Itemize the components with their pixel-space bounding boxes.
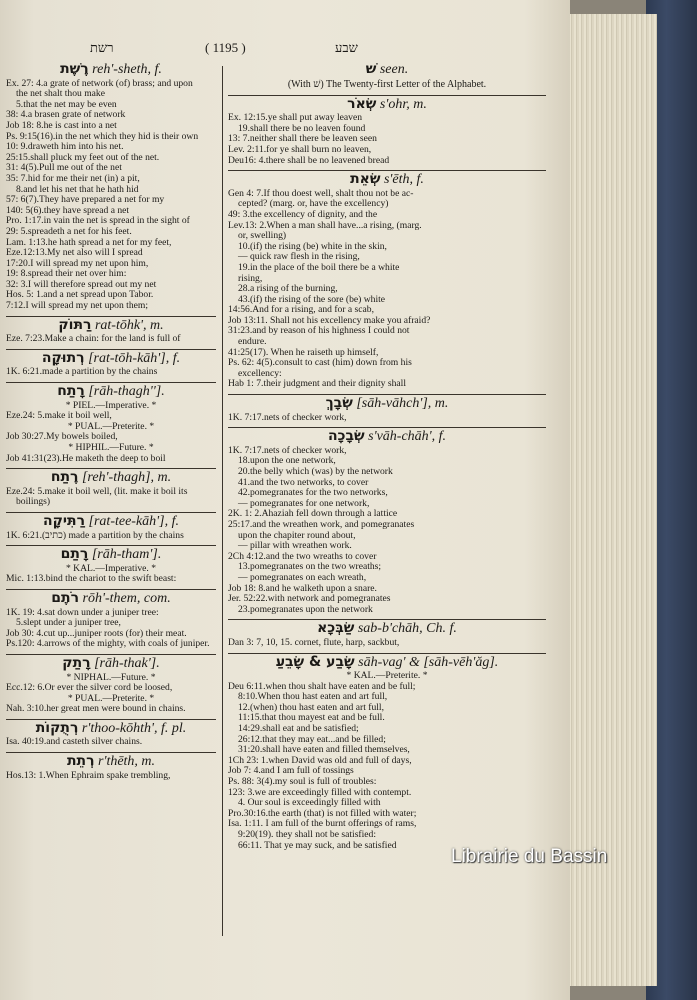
column-rule	[222, 66, 223, 936]
citation-line: Job 30: 4.cut up...juniper roots (for) their meat.	[6, 628, 187, 639]
citation-line: Lam. 1:13.he hath spread a net for my feet,	[6, 237, 172, 248]
transliteration: [reh'-thagh], m.	[81, 470, 172, 486]
citation-line: 2Ch 4:12.and the two wreaths to cover	[228, 551, 377, 562]
hebrew-headword: שְׂבָכָה	[327, 428, 365, 445]
citation-line: 8.and let his net that he hath hid	[16, 184, 139, 195]
entry-separator	[6, 545, 216, 546]
entry-separator	[6, 589, 216, 590]
hebrew-headword: שְׂבָךְ	[325, 395, 353, 412]
citation-line: 9:20(19). they shall not be satisfied:	[238, 830, 377, 840]
hebrew-headword: שָׂבַע & שָׂבֵעַ	[275, 653, 355, 670]
hebrew-headword: רַתּוֹק	[58, 316, 92, 333]
entry-headword	[6, 383, 216, 400]
transliteration: seen.	[379, 62, 409, 77]
watermark: Librairie du Bassin	[451, 846, 608, 867]
citation-line: Pro.30:16.the earth (that) is not filled with water;	[228, 808, 417, 819]
citation-line: 8:10.When thou hast eaten and art full,	[238, 692, 388, 703]
citation-line: — pomegranates for one network,	[238, 498, 370, 509]
entry-headword	[228, 61, 546, 77]
transliteration: rat-tōhk', m.	[94, 317, 164, 333]
running-head-right: שבע	[335, 40, 358, 55]
citation-line: 35: 7.hid for me their net (in) a pit,	[6, 173, 140, 184]
citation-line: Ps. 88: 3(4).my soul is full of troubles:	[228, 777, 377, 788]
citation-line: Job 18: 8.he is cast into a net	[6, 120, 117, 131]
entry-separator	[6, 752, 216, 753]
citation-line: 1Ch 23: 1.when David was old and full of days,	[228, 755, 412, 766]
entry-headword	[6, 719, 216, 736]
citation-line: 29: 5.spreadeth a net for his feet.	[6, 226, 132, 237]
transliteration: r'thēth, m.	[98, 754, 156, 770]
entry-headword	[228, 653, 546, 670]
citation-line: 11:15.that thou mayest eat and be full.	[238, 713, 385, 724]
entry-headword	[6, 589, 216, 606]
citation-line: Jer. 52:22.with network and pomegranates	[228, 594, 391, 605]
transliteration: [rat-tōh-kāh'], f.	[88, 350, 181, 366]
citation-line: Job 7: 4.and I am full of tossings	[228, 766, 354, 777]
entry-headword	[6, 546, 216, 563]
citation-line: 1K. 19: 4.sat down under a juniper tree:	[6, 607, 159, 618]
entry-headword	[228, 95, 546, 112]
grammar-label: * PUAL.—Preterite. *	[67, 420, 155, 432]
citation-line: 18.upon the one network,	[238, 456, 336, 467]
entry-headword	[6, 469, 216, 486]
citation-line: Eze.24: 5.make it boil well,	[6, 411, 112, 422]
transliteration: sab-b'chāh, Ch. f.	[357, 621, 457, 637]
citation-line: Deu16: 4.there shall be no leavened bread	[228, 155, 390, 166]
hebrew-headword: רֶשֶׁת	[60, 61, 89, 77]
citation-line: — pillar with wreathen work.	[238, 541, 352, 552]
citation-line: Nah. 3:10.her great men were bound in chains.	[6, 704, 186, 715]
citation-line: 1K. 6:21.(כתיב) made a partition by the chains	[6, 530, 184, 541]
citation-line: Deu 6:11.when thou shalt have eaten and be full;	[228, 681, 416, 692]
transliteration: [rāh-tham'].	[91, 547, 162, 563]
transliteration: [sāh-vāhch'], m.	[356, 396, 449, 412]
citation-line: 7:12.I will spread my net upon them;	[6, 301, 149, 312]
citation-line: upon the chapiter round about,	[238, 530, 356, 541]
grammar-label: * HIPHIL.—Future. *	[68, 442, 154, 453]
citation-line: — pomegranates on each wreath,	[238, 572, 367, 583]
citation-line: 10.(if) the rising (be) white in the skin,	[238, 241, 387, 252]
right-column	[228, 62, 546, 851]
citation-line: Gen 4: 7.If thou doest well, shalt thou not be ac-	[228, 188, 414, 199]
citation-line: 41:25(17). When he raiseth up himself,	[228, 347, 379, 358]
grammar-label: * KAL.—Imperative. *	[65, 562, 157, 574]
citation-line: Eze. 7:23.Make a chain: for the land is full of	[6, 334, 181, 345]
entry-separator	[6, 316, 216, 317]
citation-line: 19: 8.spread their net over him:	[6, 269, 127, 280]
transliteration: rōh'-them, com.	[82, 590, 171, 606]
citation-line: Hos.13: 1.When Ephraim spake trembling,	[6, 770, 171, 781]
citation-line: 26:12.that they may eat...and be filled;	[238, 734, 386, 745]
citation-line: 12.(when) thou hast eaten and art full,	[238, 702, 384, 713]
transliteration: s'vāh-chāh', f.	[368, 429, 447, 445]
hebrew-headword: שַׂבְּכָא	[317, 620, 355, 637]
entry-separator	[6, 654, 216, 655]
transliteration: r'thoo-kōhth', f. pl.	[81, 720, 187, 736]
running-head-left: רשת	[90, 40, 114, 55]
citation-line: 38: 4.a brasen grate of network	[6, 110, 126, 121]
citation-line: 31:23.and by reason of his highness I could not	[228, 326, 410, 337]
citation-line: 1K. 7:17.nets of checker work,	[228, 412, 347, 423]
citation-line: Isa. 1:11. I am full of the burnt offerings of rams,	[228, 819, 417, 830]
citation-line: 2K. 1: 2.Ahaziah fell down through a lattice	[228, 509, 398, 520]
grammar-label: * PUAL.—Preterite. *	[67, 692, 155, 704]
citation-line: 17:20.I will spread my net upon him,	[6, 258, 149, 269]
citation-line: Eze.12:13.My net also will I spread	[6, 248, 143, 259]
entry-separator	[228, 170, 546, 171]
citation-line: Mic. 1:13.bind the chariot to the swift beast:	[6, 574, 177, 585]
citation-line: Job 30:27.My bowels boiled,	[6, 432, 118, 443]
citation-line: 25:15.shall pluck my feet out of the net.	[6, 152, 160, 163]
hebrew-headword: שׁ	[365, 61, 377, 77]
citation-line: 49: 3.the excellency of dignity, and the	[228, 209, 378, 220]
citation-line: 25:17.and the wreathen work, and pomegranates	[228, 519, 415, 530]
citation-line: or, swelling)	[238, 231, 287, 242]
citation-line: 1K. 6:21.made a partition by the chains	[6, 367, 158, 378]
transliteration: reh'-sheth, f.	[92, 62, 162, 77]
citation-line: 13.pomegranates on the two wreaths;	[238, 562, 382, 573]
citation-line: cepted? (marg. or, have the excellency)	[238, 199, 389, 210]
citation-line: 19.in the place of the boil there be a white	[238, 262, 400, 273]
citation-line: Job 18: 8.and he walketh upon a snare.	[228, 583, 377, 594]
citation-line: 13: 7.neither shall there be leaven seen	[228, 134, 377, 145]
citation-line: 57: 6(7).They have prepared a net for my	[6, 195, 165, 206]
citation-line: 66:11. That ye may suck, and be satisfied	[238, 840, 397, 851]
transliteration: [rāh-thagh''].	[88, 384, 165, 400]
citation-line: Lev. 2:11.for ye shall burn no leaven,	[228, 144, 372, 155]
hebrew-headword: רֶתַח	[50, 469, 79, 486]
citation-line: 123: 3.we are exceedingly filled with contempt.	[228, 787, 412, 798]
citation-line: Ex. 12:15.ye shall put away leaven	[228, 113, 363, 124]
citation-line: 140: 5(6).they have spread a net	[6, 205, 130, 216]
hebrew-headword: שְׂאֹר	[347, 95, 377, 112]
citation-line: Ecc.12: 6.Or ever the silver cord be loosed,	[6, 683, 173, 694]
citation-line: rising,	[238, 273, 263, 284]
hebrew-headword: רְתוּקָה	[41, 349, 85, 366]
entry-separator	[6, 382, 216, 383]
citation-line: — quick raw flesh in the rising,	[238, 252, 360, 263]
page-number: ( 1195 )	[205, 40, 246, 55]
hebrew-headword: רְתֻקוֹת	[35, 719, 79, 736]
citation-line: Job 13:11. Shall not his excellency make you afraid?	[228, 315, 431, 326]
citation-line: Pro. 1:17.in vain the net is spread in the sight of	[6, 216, 190, 227]
entry-headword	[6, 316, 216, 333]
entry-separator	[228, 394, 546, 395]
entry-headword	[228, 620, 546, 637]
citation-line: 23.pomegranates upon the network	[238, 604, 373, 615]
hebrew-headword: רֹתֶם	[51, 589, 80, 606]
entry-separator	[6, 349, 216, 350]
citation-line: 10: 9.draweth him into his net.	[6, 142, 124, 153]
grammar-label: * NIPHAL.—Future. *	[66, 671, 156, 683]
grammar-label: * KAL.—Preterite. *	[346, 670, 428, 682]
citation-line: endure.	[238, 337, 267, 348]
citation-line: 42.pomegranates for the two networks,	[238, 488, 388, 499]
citation-line: 41.and the two networks, to cover	[238, 477, 369, 488]
entry-separator	[228, 95, 546, 96]
citation-line: 31:20.shall have eaten and filled themselves,	[238, 745, 410, 756]
hebrew-headword: רְתֵת	[66, 753, 95, 770]
citation-line: 32: 3.I will therefore spread out my net	[6, 279, 157, 290]
citation-line: 4. Our soul is exceedingly filled with	[238, 798, 381, 809]
citation-line: Dan 3: 7, 10, 15. cornet, flute, harp, sackbut,	[228, 637, 400, 648]
hebrew-headword: רַתִּיקָה	[42, 512, 86, 529]
transliteration: [rat-tee-kāh'], f.	[88, 513, 180, 529]
entry-headword	[6, 654, 216, 671]
citation-line: 28.a rising of the burning,	[238, 284, 338, 295]
entry-headword	[6, 61, 216, 77]
citation-line: 14:56.And for a rising, and for a scab,	[228, 305, 375, 316]
citation-line: Eze.24: 5.make it boil well, (lit. make it boil its	[6, 486, 188, 497]
grammar-label: * PIEL.—Imperative. *	[65, 399, 157, 411]
citation-line: 5.that the net may be even	[16, 99, 117, 110]
citation-line: 5.slept under a juniper tree,	[16, 618, 121, 629]
citation-line: Hab 1: 7.their judgment and their dignity shall	[228, 379, 406, 390]
citation-line: 19.shall there be no leaven found	[238, 123, 366, 134]
citation-line: 43.(if) the rising of the sore (be) white	[238, 294, 386, 305]
citation-line: 20.the belly which (was) by the network	[238, 467, 393, 477]
transliteration: s'ohr, m.	[379, 96, 427, 112]
left-column	[6, 62, 216, 781]
citation-line: 31: 4(5).Pull me out of the net	[6, 163, 122, 174]
letter-intro: (With שׁ) The Twenty-first Letter of the Alphabet.	[287, 78, 487, 90]
citation-line: Isa. 40:19.and casteth silver chains.	[6, 737, 143, 748]
hebrew-headword: שְׂאֵת	[350, 171, 381, 188]
citation-line: Ps.120: 4.arrows of the mighty, with coals of juniper.	[6, 639, 210, 650]
citation-line: excellency:	[238, 368, 282, 379]
citation-line: Ex. 27: 4.a grate of network (of) brass; and upon	[6, 78, 193, 89]
transliteration: sāh-vag' & [sāh-vēh'ăg].	[358, 654, 499, 670]
entry-headword	[6, 753, 216, 770]
citation-line: 1K. 7:17.nets of checker work,	[228, 445, 347, 456]
citation-line: Ps. 9:15(16).in the net which they hid is their own	[6, 131, 199, 142]
citation-line: Lev.13: 2.When a man shall have...a rising, (marg.	[228, 220, 422, 231]
hebrew-headword: רָתַק	[62, 654, 91, 671]
hebrew-headword: רָתַם	[60, 546, 89, 563]
citation-line: Hos. 5: 1.and a net spread upon Tabor.	[6, 290, 154, 301]
citation-line: the net shalt thou make	[16, 89, 105, 100]
transliteration: [rāh-thak'].	[94, 655, 160, 671]
transliteration: s'ēth, f.	[383, 172, 424, 188]
entry-separator	[6, 512, 216, 513]
hebrew-headword: רָתַח	[57, 383, 85, 400]
entry-headword	[228, 395, 546, 412]
citation-line: Job 41:31(23).He maketh the deep to boil	[6, 453, 166, 464]
entry-headword	[228, 428, 546, 445]
citation-line: boilings)	[16, 497, 51, 508]
entry-headword	[6, 512, 216, 529]
citation-line: 14:29.shall eat and be satisfied;	[238, 724, 359, 735]
entry-headword	[228, 171, 546, 188]
citation-line: Ps. 62: 4(5).consult to cast (him) down from his	[228, 358, 412, 369]
entry-headword	[6, 349, 216, 366]
